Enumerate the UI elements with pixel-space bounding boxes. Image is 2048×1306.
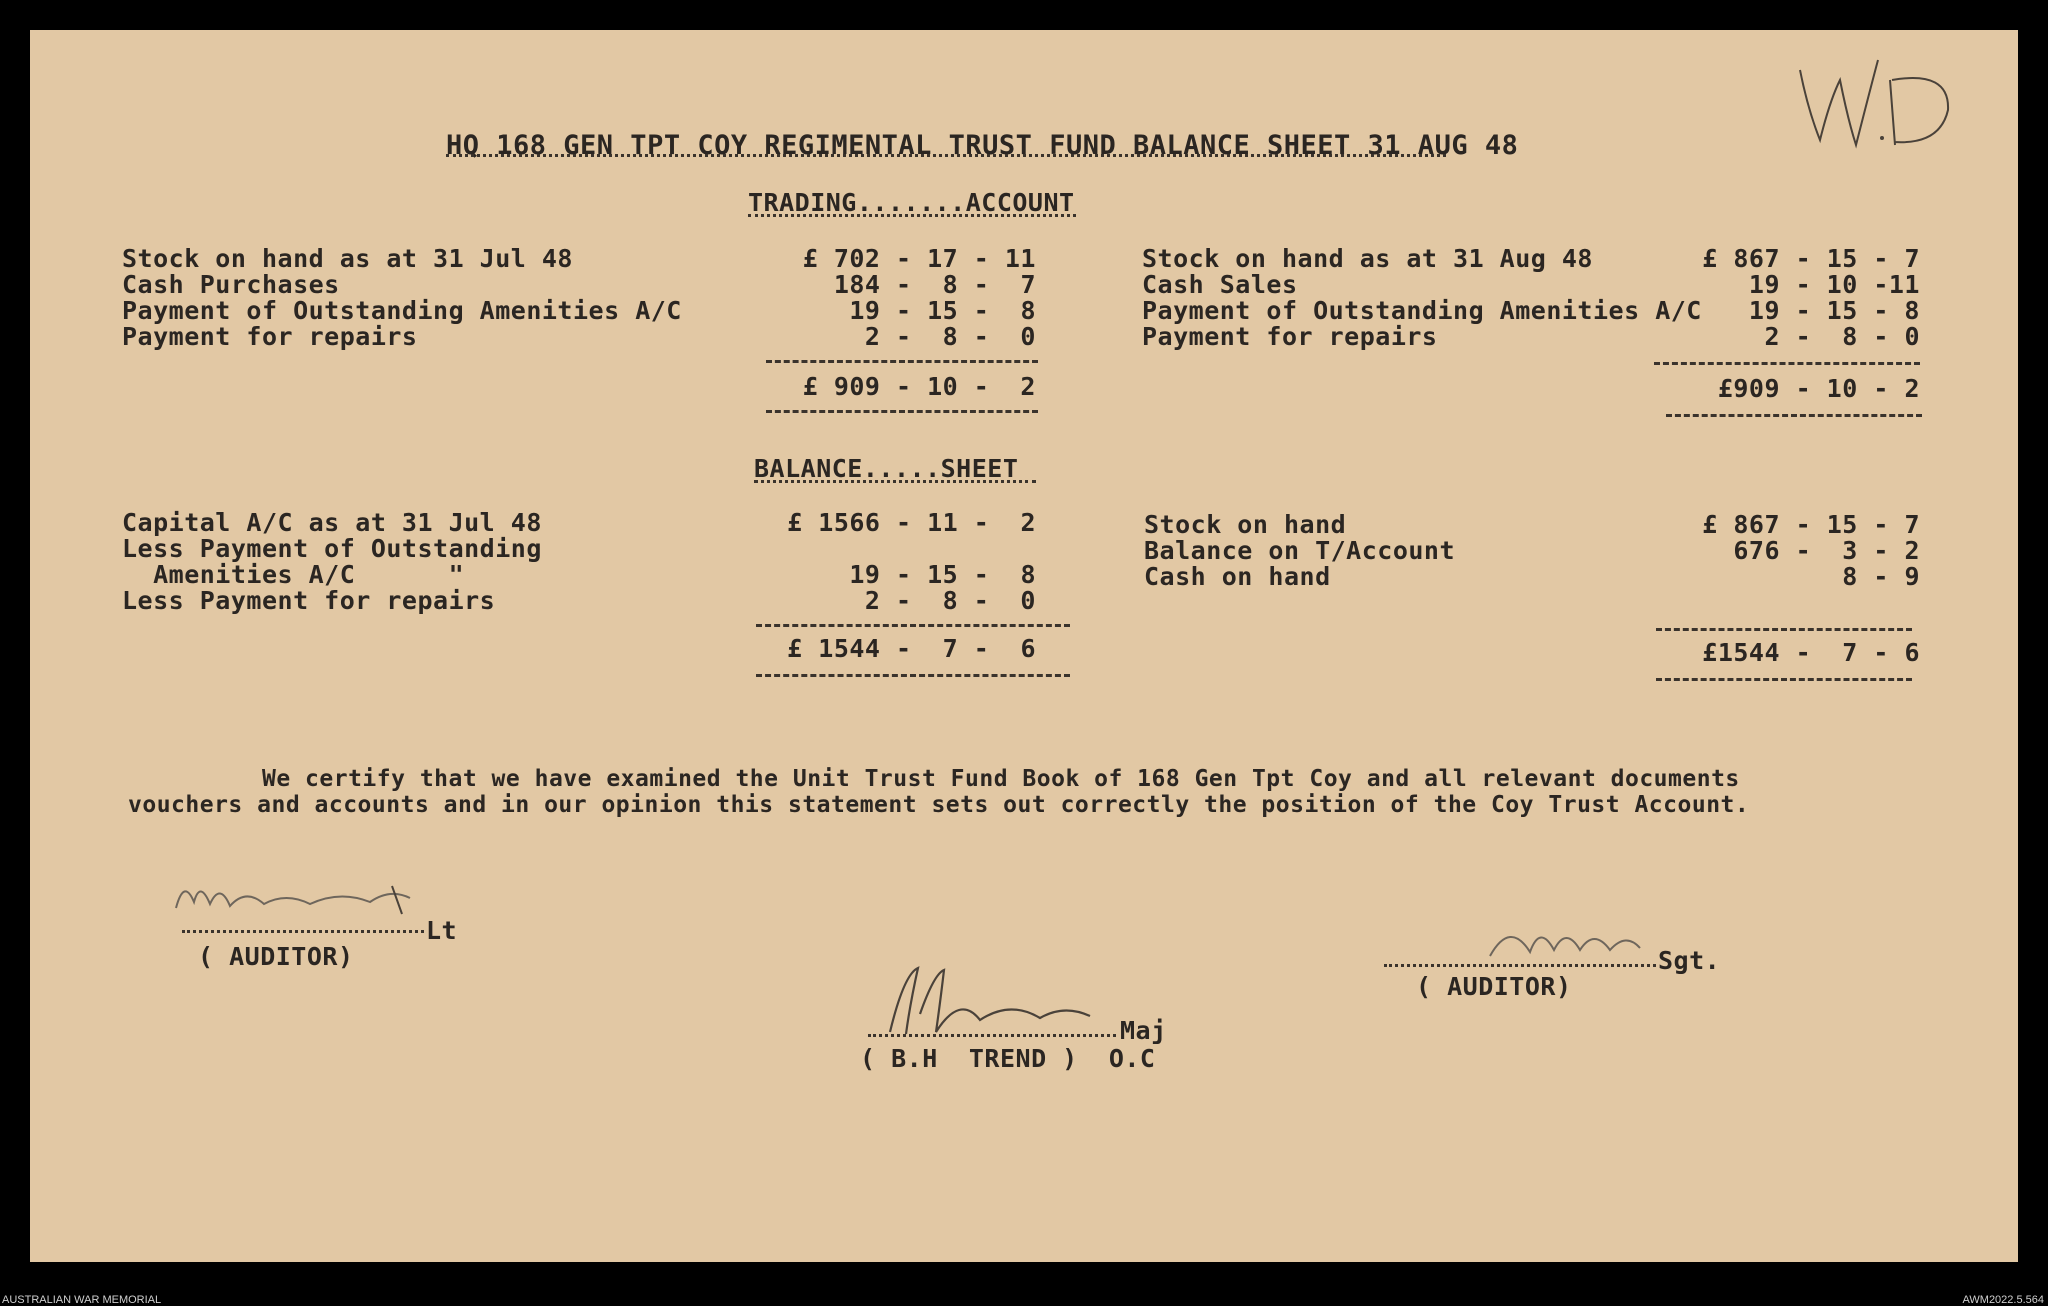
balance-left-amount: 19 - 15 - 8 <box>849 560 1036 589</box>
balance-left-label: Less Payment of Outstanding <box>122 534 542 563</box>
auditor-left-rank: Lt <box>426 916 458 945</box>
trading-left-amount: £ 702 - 17 - 11 <box>802 244 1036 273</box>
balance-left-label: Capital A/C as at 31 Jul 48 <box>122 508 542 537</box>
footer-archive-name: AUSTRALIAN WAR MEMORIAL <box>2 1294 162 1306</box>
trading-left-label: Payment of Outstanding Amenities A/C <box>122 296 682 325</box>
balance-left-rule <box>756 624 1070 627</box>
trading-left-amount: 19 - 15 - 8 <box>849 296 1036 325</box>
auditor-left-signature <box>170 868 470 932</box>
trading-left-amount: 2 - 8 - 0 <box>864 322 1036 351</box>
trading-right-label: Stock on hand as at 31 Aug 48 <box>1142 244 1593 273</box>
balance-left-double-rule <box>756 674 1070 677</box>
trading-left-total: £ 909 - 10 - 2 <box>802 372 1036 401</box>
auditor-left-role: ( AUDITOR) <box>198 942 354 971</box>
oc-sign-line <box>868 1034 1116 1037</box>
oc-role: ( B.H TREND ) O.C <box>860 1044 1156 1073</box>
balance-right-amount: £ 867 - 15 - 7 <box>1702 510 1920 539</box>
trading-right-label: Cash Sales <box>1142 270 1298 299</box>
footer-accession-number: AWM2022.5.564 <box>1962 1294 2044 1306</box>
balance-right-double-rule <box>1656 678 1912 681</box>
balance-left-total: £ 1544 - 7 - 6 <box>787 634 1036 663</box>
auditor-right-role: ( AUDITOR) <box>1416 972 1572 1001</box>
trading-heading: TRADING.......ACCOUNT <box>748 188 1075 217</box>
auditor-right-sign-line <box>1384 964 1656 967</box>
trading-left-amount: 184 - 8 - 7 <box>833 270 1036 299</box>
balance-right-rule <box>1656 628 1912 631</box>
balance-right-label: Balance on T/Account <box>1144 536 1456 565</box>
trading-left-double-rule <box>766 410 1038 413</box>
balance-right-amount: 8 - 9 <box>1842 562 1920 591</box>
oc-rank: Maj <box>1120 1016 1167 1045</box>
balance-left-amount: £ 1566 - 11 - 2 <box>787 508 1036 537</box>
trading-right-amount: 2 - 8 - 0 <box>1764 322 1920 351</box>
trading-right-amount: £ 867 - 15 - 7 <box>1702 244 1920 273</box>
trading-right-amount: 19 - 10 -11 <box>1748 270 1920 299</box>
balance-right-total: £1544 - 7 - 6 <box>1702 638 1920 667</box>
trading-right-total: £909 - 10 - 2 <box>1717 374 1920 403</box>
trading-left-rule <box>766 360 1038 363</box>
balance-heading: BALANCE.....SHEET <box>754 454 1019 483</box>
handwritten-initials <box>1790 50 1970 164</box>
balance-left-label: Amenities A/C " <box>122 560 465 589</box>
certification-line: We certify that we have examined the Unit Trust Fund Book of 168 Gen Tpt Coy and all relevant documents <box>262 766 1740 792</box>
page-title: HQ 168 GEN TPT COY REGIMENTAL TRUST FUND BALANCE SHEET 31 AUG 48 <box>446 130 1519 161</box>
trading-right-label: Payment of Outstanding Amenities A/C <box>1142 296 1702 325</box>
document-page <box>30 30 2018 1262</box>
balance-heading-underline <box>754 480 1036 483</box>
auditor-right-rank: Sgt. <box>1658 946 1721 975</box>
trading-right-rule <box>1654 362 1920 365</box>
trading-right-double-rule <box>1666 414 1922 417</box>
trading-left-label: Payment for repairs <box>122 322 418 351</box>
trading-right-label: Payment for repairs <box>1142 322 1438 351</box>
trading-left-label: Stock on hand as at 31 Jul 48 <box>122 244 573 273</box>
balance-right-label: Cash on hand <box>1144 562 1331 591</box>
balance-left-label: Less Payment for repairs <box>122 586 496 615</box>
certification-line: vouchers and accounts and in our opinion this statement sets out correctly the position of the Coy Trust Account. <box>128 792 1750 818</box>
balance-right-amount: 676 - 3 - 2 <box>1733 536 1920 565</box>
auditor-left-sign-line <box>182 930 424 933</box>
trading-left-label: Cash Purchases <box>122 270 340 299</box>
balance-right-label: Stock on hand <box>1144 510 1347 539</box>
trading-right-amount: 19 - 15 - 8 <box>1748 296 1920 325</box>
title-underline <box>446 154 1446 157</box>
balance-left-amount: 2 - 8 - 0 <box>864 586 1036 615</box>
trading-heading-underline <box>748 214 1076 217</box>
